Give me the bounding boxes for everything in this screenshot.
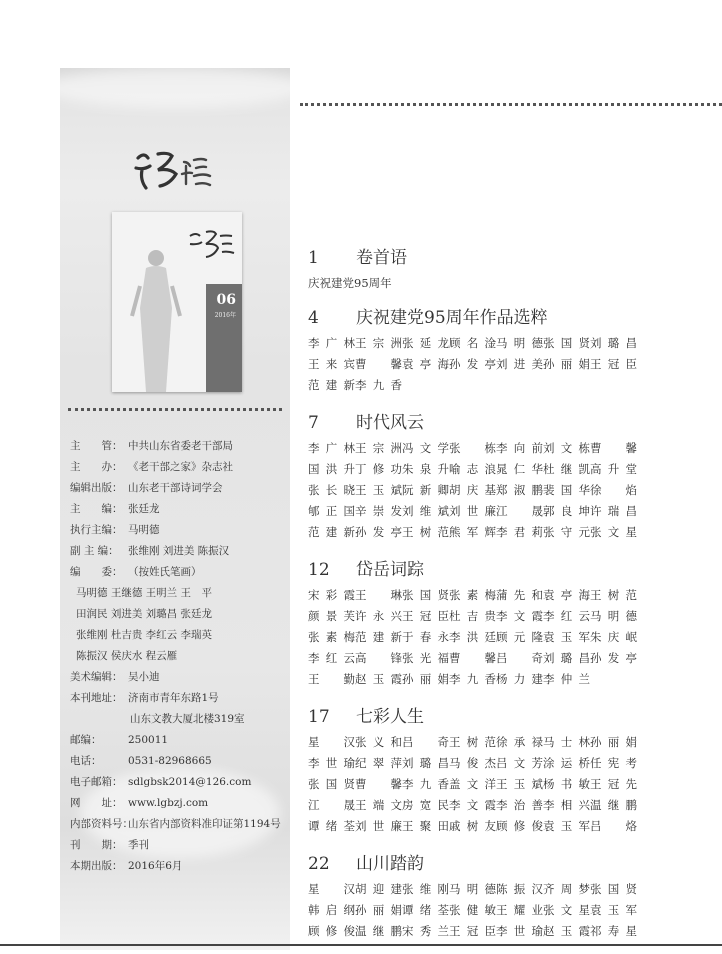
- author-name: 张国贤: [543, 336, 590, 350]
- author-row: [308, 585, 638, 606]
- masthead-label: 编 委：: [70, 566, 123, 578]
- author-name: 王冠臣: [402, 609, 449, 623]
- author-name: 国洪升: [308, 462, 355, 476]
- masthead-row: [70, 541, 288, 562]
- dotted-divider: [300, 103, 722, 106]
- masthead-value: 2016年6月: [128, 860, 183, 872]
- author-name: 马明德: [590, 609, 637, 623]
- author-name: 李相兴: [543, 798, 590, 812]
- author-row: [308, 606, 638, 627]
- author-name: 范建新: [308, 525, 355, 539]
- toc-section-heading[interactable]: [308, 702, 638, 728]
- author-name: 张长晓: [308, 483, 355, 497]
- author-name: 马明德: [449, 882, 496, 896]
- author-name: 李红云: [308, 651, 355, 665]
- author-name: 王端文: [355, 798, 402, 812]
- author-name: 王玉斌: [496, 777, 543, 791]
- author-name: 范建新: [355, 630, 402, 644]
- author-name: 齐周梦: [543, 882, 590, 896]
- masthead-row: [70, 520, 288, 541]
- author-name: 江 晟: [308, 798, 355, 812]
- toc-author-list: [308, 732, 638, 837]
- author-name: 孙丽娟: [402, 672, 449, 686]
- author-row: [308, 879, 638, 900]
- author-name: 赵玉霞: [543, 924, 590, 938]
- author-name: 张国贤: [590, 882, 637, 896]
- author-name: 李广林: [308, 336, 355, 350]
- author-name: 孙丽娟: [355, 903, 402, 917]
- author-row: [308, 774, 638, 795]
- author-name: 胡庆基: [449, 483, 496, 497]
- author-row: [308, 333, 638, 354]
- toc-author-list: [308, 879, 638, 942]
- cover-issue-number: 06: [216, 292, 236, 308]
- masthead-value: 济南市青年东路1号: [128, 692, 219, 704]
- author-name: 马明德: [496, 336, 543, 350]
- author-row: [308, 501, 638, 522]
- author-name: 李洪廷: [449, 630, 496, 644]
- dotted-divider: [68, 408, 282, 411]
- author-name: 张 栋: [449, 441, 496, 455]
- brush-texture: [60, 68, 290, 108]
- masthead-row: [70, 562, 288, 583]
- author-name: 张国贤: [308, 777, 355, 791]
- author-name: 王冠臣: [590, 357, 637, 371]
- masthead-row: [70, 814, 288, 835]
- author-name: 王树范: [590, 588, 637, 602]
- author-name: 晁仁华: [496, 462, 543, 476]
- masthead-row: [70, 688, 288, 709]
- author-name: 杨力建: [496, 672, 543, 686]
- author-name: 刘世廉: [449, 504, 496, 518]
- author-name: 星 汉: [308, 882, 355, 896]
- masthead-row: [70, 856, 288, 877]
- author-name: 马士林: [543, 735, 590, 749]
- author-name: 韩启纲: [308, 903, 355, 917]
- author-name: 朱庆岷: [590, 630, 637, 644]
- author-name: 颜景芙: [308, 609, 355, 623]
- author-name: 杨书敏: [543, 777, 590, 791]
- masthead-label: 编辑出版：: [70, 482, 123, 494]
- masthead-value: 张维刚 刘进美 陈振汉: [128, 545, 230, 557]
- author-name: 于春永: [402, 630, 449, 644]
- author-name: 张健敏: [449, 903, 496, 917]
- masthead-row: [70, 499, 288, 520]
- masthead-value: 山东省内部资料准印证第1194号: [128, 818, 281, 830]
- masthead-info: [70, 436, 288, 877]
- author-name: 江 晟: [496, 504, 543, 518]
- author-name: 张光福: [402, 651, 449, 665]
- author-row: [308, 669, 638, 690]
- author-name: 刘文栋: [543, 441, 590, 455]
- author-name: 喻志浪: [449, 462, 496, 476]
- author-name: 李九香: [402, 777, 449, 791]
- masthead-value: 马明德: [128, 524, 160, 536]
- toc-page-number: 1: [308, 248, 319, 268]
- toc-section-heading[interactable]: [308, 849, 638, 875]
- author-name: 王耀业: [496, 903, 543, 917]
- statue-figure-image: [128, 246, 184, 392]
- author-name: 吕 奇: [496, 651, 543, 665]
- author-name: 许瑞昌: [590, 504, 637, 518]
- author-name: 顾修俊: [496, 819, 543, 833]
- toc-section-title: 时代风云: [356, 413, 424, 433]
- masthead-row: [70, 793, 288, 814]
- toc-author-list: [308, 333, 638, 396]
- author-name: 宋秀兰: [402, 924, 449, 938]
- masthead-value: 张廷龙: [128, 503, 160, 515]
- author-name: 胡迎建: [355, 882, 402, 896]
- author-name: 孙丽娟: [590, 735, 637, 749]
- author-name: 辛崇发: [355, 504, 402, 518]
- masthead-row: [70, 667, 288, 688]
- author-row: [308, 375, 638, 396]
- author-name: 李文霞: [449, 798, 496, 812]
- author-name: 张守元: [543, 525, 590, 539]
- author-name: 李世瑜: [496, 924, 543, 938]
- author-name: 李君莉: [496, 525, 543, 539]
- author-row: [308, 459, 638, 480]
- toc-page-number: 12: [308, 560, 330, 580]
- author-name: 宋彩霞: [308, 588, 355, 602]
- author-name: 谭绪荃: [308, 819, 355, 833]
- author-name: 阮新卿: [402, 483, 449, 497]
- magazine-logo: [130, 144, 220, 196]
- toc-section-title: 岱岳词踪: [356, 560, 424, 580]
- author-name: 顾修俊: [308, 924, 355, 938]
- magazine-cover-thumbnail: [112, 212, 242, 392]
- masthead-label: 副 主 编：: [70, 545, 119, 557]
- author-name: 王冠先: [590, 777, 637, 791]
- author-name: 杜继凯: [543, 462, 590, 476]
- author-name: 李向前: [496, 441, 543, 455]
- author-row: [308, 522, 638, 543]
- toc-author-list: [308, 585, 638, 690]
- author-name: 袁亭海: [543, 588, 590, 602]
- author-name: 刘世廉: [355, 819, 402, 833]
- masthead-row: [70, 730, 288, 751]
- author-name: 王 勤: [308, 672, 355, 686]
- author-name: 李治善: [496, 798, 543, 812]
- toc-section-subtitle: 庆祝建党95周年: [308, 276, 392, 290]
- editorial-member-row: 陈振汉 侯庆水 程云雁: [76, 650, 178, 662]
- author-name: 张延龙: [402, 336, 449, 350]
- author-name: 张义和: [355, 735, 402, 749]
- masthead-label: 执行主编：: [70, 524, 123, 536]
- masthead-row: [70, 751, 288, 772]
- author-name: 张文星: [543, 903, 590, 917]
- toc-section-heading[interactable]: [308, 303, 638, 329]
- author-name: 祁寿星: [590, 924, 637, 938]
- author-name: 范建新: [308, 378, 355, 392]
- author-row: [308, 900, 638, 921]
- author-name: 王玉斌: [355, 483, 402, 497]
- masthead-value: 中共山东省委老干部局: [128, 440, 233, 452]
- toc-page-number: 22: [308, 854, 330, 874]
- author-name: 王树范: [449, 735, 496, 749]
- author-name: 王宗洲: [355, 336, 402, 350]
- masthead-value: 山东老干部诗词学会: [128, 482, 223, 494]
- author-row: [308, 753, 638, 774]
- author-row: [308, 354, 638, 375]
- masthead-label: 主 办：: [70, 461, 123, 473]
- masthead-row: [70, 457, 288, 478]
- toc-section-title: 庆祝建党95周年作品选粹: [356, 308, 548, 328]
- svg-text:诗壇: 诗壇: [130, 144, 132, 145]
- author-name: 袁亭海: [402, 357, 449, 371]
- masthead-value: www.lgbzj.com: [128, 797, 209, 809]
- author-name: 任宪考: [590, 756, 637, 770]
- author-name: 星 汉: [308, 735, 355, 749]
- cover-title-calligraphy: [186, 224, 236, 262]
- masthead-row: [70, 436, 288, 457]
- masthead-value: sdlgbsk2014@126.com: [128, 776, 252, 788]
- masthead-row: [70, 772, 288, 793]
- author-name: 王宗洲: [355, 441, 402, 455]
- masthead-value: 吴小迪: [128, 671, 160, 683]
- masthead-value: 《老干部之家》杂志社: [128, 461, 233, 473]
- author-row: [308, 648, 638, 669]
- author-name: 刘璐昌: [402, 756, 449, 770]
- author-name: 陈振汉: [496, 882, 543, 896]
- author-name: 李广林: [308, 441, 355, 455]
- table-of-contents: [308, 243, 638, 954]
- author-name: 李世瑜: [308, 756, 355, 770]
- author-name: 纪翠萍: [355, 756, 402, 770]
- author-name: 吕文芳: [496, 756, 543, 770]
- author-name: 刘进美: [496, 357, 543, 371]
- author-name: 张维刚: [402, 882, 449, 896]
- masthead-label: 美术编辑：: [70, 671, 123, 683]
- author-name: 孙发亭: [355, 525, 402, 539]
- author-name: 李红云: [543, 609, 590, 623]
- author-name: 蒲先和: [496, 588, 543, 602]
- author-row: [308, 816, 638, 837]
- masthead-label: 主 编：: [70, 503, 123, 515]
- author-name: 王聚田: [402, 819, 449, 833]
- toc-section-heading[interactable]: [308, 243, 638, 269]
- author-name: 王来宾: [308, 357, 355, 371]
- masthead-label: 主 管：: [70, 440, 123, 452]
- author-row: [308, 438, 638, 459]
- author-name: 李九香: [449, 672, 496, 686]
- author-name: 张素梅: [449, 588, 496, 602]
- toc-section-heading[interactable]: [308, 555, 638, 581]
- author-name: 袁玉军: [543, 819, 590, 833]
- author-name: 许永兴: [355, 609, 402, 623]
- masthead-value: （按姓氏笔画）: [128, 566, 202, 578]
- author-row: [308, 921, 638, 942]
- author-row: [308, 480, 638, 501]
- author-name: 刘维斌: [402, 504, 449, 518]
- author-row: [308, 795, 638, 816]
- author-name: 王冠臣: [449, 924, 496, 938]
- author-name: 顾元隆: [496, 630, 543, 644]
- author-name: 李仲兰: [543, 672, 590, 686]
- masthead-row: [70, 478, 288, 499]
- author-name: 杜吉贵: [449, 609, 496, 623]
- author-name: 郑淑鹏: [496, 483, 543, 497]
- author-name: 曹 馨: [449, 651, 496, 665]
- toc-section-title: 卷首语: [356, 248, 407, 268]
- toc-section-title: 山川踏韵: [356, 854, 424, 874]
- author-name: 盖文洋: [449, 777, 496, 791]
- author-name: 吕 烙: [590, 819, 637, 833]
- masthead-value: 0531-82968665: [128, 755, 212, 767]
- author-name: 李九香: [355, 378, 402, 392]
- author-name: 刘璐昌: [590, 336, 637, 350]
- editorial-member-row: 张维刚 杜吉贵 李红云 李瑞英: [76, 629, 213, 641]
- author-name: 张国贤: [402, 588, 449, 602]
- toc-author-list: [308, 438, 638, 543]
- author-name: 刘璐昌: [543, 651, 590, 665]
- masthead-row: [70, 835, 288, 856]
- author-name: 高 锋: [355, 651, 402, 665]
- author-name: 冯文学: [402, 441, 449, 455]
- author-name: 曹 馨: [355, 777, 402, 791]
- masthead-label: 刊 期：: [70, 839, 123, 851]
- author-name: 孙发亭: [590, 651, 637, 665]
- author-row: [308, 732, 638, 753]
- author-name: 郭良坤: [543, 504, 590, 518]
- author-name: 袁玉军: [590, 903, 637, 917]
- author-name: 温继鹏: [355, 924, 402, 938]
- author-name: 高升堂: [590, 462, 637, 476]
- author-name: 袁玉军: [543, 630, 590, 644]
- masthead-label: 邮编：: [70, 734, 102, 746]
- masthead-row: [70, 709, 288, 730]
- author-name: 孙发亭: [449, 357, 496, 371]
- masthead-label: 本期出版：: [70, 860, 123, 872]
- author-name: 孙丽娟: [543, 357, 590, 371]
- author-row: [308, 627, 638, 648]
- author-name: 熊军辉: [449, 525, 496, 539]
- masthead-value: 250011: [128, 734, 169, 746]
- masthead-label: 网 址：: [70, 797, 123, 809]
- author-name: 顾名淦: [449, 336, 496, 350]
- author-name: 谭绪荃: [402, 903, 449, 917]
- author-name: 王 琳: [355, 588, 402, 602]
- toc-page-number: 17: [308, 707, 330, 727]
- author-name: 戚树友: [449, 819, 496, 833]
- author-name: 丁修功: [355, 462, 402, 476]
- editorial-member-row: 田润民 刘进美 刘璐昌 张廷龙: [76, 608, 213, 620]
- masthead-value: 山东文教大厦北楼319室: [130, 713, 245, 725]
- author-name: 徐 焰: [590, 483, 637, 497]
- toc-section-title: 七彩人生: [356, 707, 424, 727]
- author-name: 曹 馨: [355, 357, 402, 371]
- author-name: 涂运桥: [543, 756, 590, 770]
- author-name: 赵玉霞: [355, 672, 402, 686]
- author-name: 郇正国: [308, 504, 355, 518]
- author-name: 房宽民: [402, 798, 449, 812]
- author-name: 温继鹏: [590, 798, 637, 812]
- toc-page-number: 7: [308, 413, 319, 433]
- author-name: 曹 馨: [590, 441, 637, 455]
- masthead-label: 本刊地址：: [70, 692, 123, 704]
- masthead-value: 季刊: [128, 839, 149, 851]
- masthead-label: 电子邮箱：: [70, 776, 123, 788]
- bottom-rule: [0, 944, 722, 946]
- author-name: 朱泉升: [402, 462, 449, 476]
- masthead-label: 内部资料号：: [70, 818, 133, 830]
- author-name: 张文星: [590, 525, 637, 539]
- author-name: 王树范: [402, 525, 449, 539]
- editorial-member-row: 马明德 王继德 王明兰 王 平: [76, 587, 213, 599]
- author-name: 马俊杰: [449, 756, 496, 770]
- author-name: 裴国华: [543, 483, 590, 497]
- cover-issue-year: 2016年: [214, 312, 236, 319]
- toc-section-heading[interactable]: [308, 408, 638, 434]
- author-name: 李文霞: [496, 609, 543, 623]
- masthead-label: 电话：: [70, 755, 102, 767]
- author-name: 张素梅: [308, 630, 355, 644]
- author-name: 吕 奇: [402, 735, 449, 749]
- author-name: 徐承禄: [496, 735, 543, 749]
- toc-page-number: 4: [308, 308, 319, 328]
